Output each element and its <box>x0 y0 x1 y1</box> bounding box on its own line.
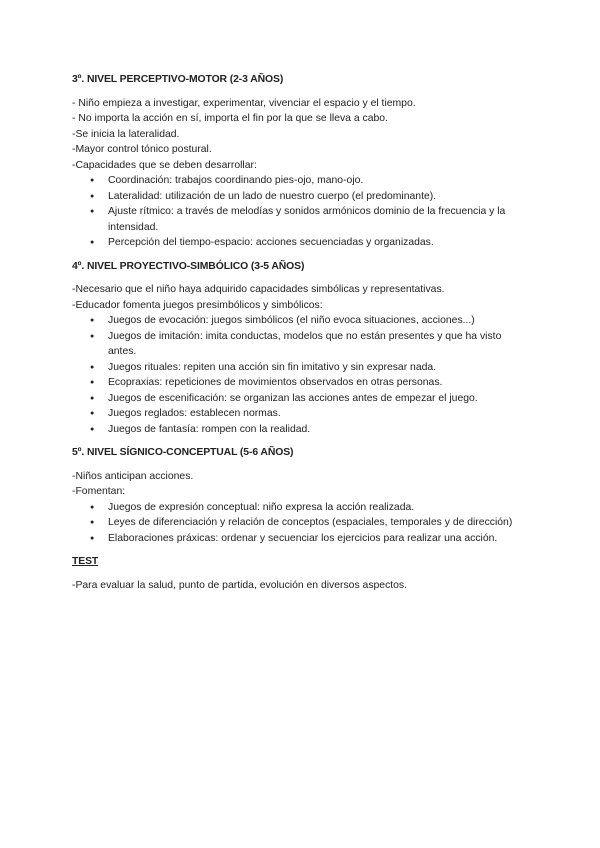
list-item: ● Juegos de evocación: juegos simbólicos (el niño evoca situaciones, acciones...) <box>72 313 528 329</box>
list-item: ● Juegos de escenificación: se organizan las acciones antes de empezar el juego. <box>72 391 528 407</box>
list-item: ● Coordinación: trabajos coordinando pies-ojo, mano-ojo. <box>72 173 528 189</box>
text-line: -Educador fomenta juegos presimbólicos y simbólicos: <box>72 299 323 311</box>
text-line: -Fomentan: <box>72 486 126 497</box>
list-item: ● Ajuste rítmico: a través de melodías y sonidos armónicos dominio de la frecuencia y la intensidad. <box>72 204 528 235</box>
list-item: ● Leyes de diferenciación y relación de conceptos (espaciales, temporales y de dirección) <box>72 515 528 531</box>
bullet-list <box>72 313 528 437</box>
section-proyectivo-simbolico <box>72 259 528 275</box>
test-title: TEST <box>72 556 99 567</box>
text-line: -Niños anticipan acciones. <box>72 470 194 482</box>
bullet-list <box>72 500 528 547</box>
text-line: -Se inicia la lateralidad. <box>72 128 180 140</box>
list-item: ● Percepción del tiempo-espacio: acciones secuenciadas y organizadas. <box>72 235 528 251</box>
document-content <box>72 72 528 593</box>
section-title: 4º. NIVEL PROYECTIVO-SIMBÓLICO (3-5 AÑOS) <box>72 260 305 272</box>
section-title: 5º. NIVEL SÍGNICO-CONCEPTUAL (5-6 AÑOS) <box>72 447 294 458</box>
text-line: - No importa la acción en sí, importa el fin por la que se lleva a cabo. <box>72 113 388 124</box>
text-line: -Necesario que el niño haya adquirido capacidades simbólicas y representativas. <box>72 284 445 295</box>
section-perceptivo-motor <box>72 72 528 88</box>
list-item: ● Juegos de fantasía: rompen con la realidad. <box>72 422 528 438</box>
list-item: ● Ecopraxias: repeticiones de movimientos observados en otras personas. <box>72 375 528 391</box>
list-item: ● Juegos de expresión conceptual: niño expresa la acción realizada. <box>72 500 528 516</box>
bullet-list <box>72 173 528 251</box>
text-line: -Mayor control tónico postural. <box>72 144 212 155</box>
section-title: 3º. NIVEL PERCEPTIVO-MOTOR (2-3 AÑOS) <box>72 74 284 85</box>
list-item: ● Elaboraciones práxicas: ordenar y secuenciar los ejercicios para realizar una acción. <box>72 531 528 547</box>
text-line: -Para evaluar la salud, punto de partida, evolución en diversos aspectos. <box>72 579 408 591</box>
list-item: ● Juegos reglados: establecen normas. <box>72 406 528 422</box>
list-item: ● Juegos de imitación: imita conductas, modelos que no están presentes y que ha visto antes. <box>72 329 528 360</box>
text-line: -Capacidades que se deben desarrollar: <box>72 159 257 171</box>
section-signico-conceptual <box>72 445 528 461</box>
section-test <box>72 554 528 570</box>
text-line: - Niño empieza a investigar, experimentar, vivenciar el espacio y el tiempo. <box>72 97 416 109</box>
list-item: ● Juegos rituales: repiten una acción sin fin imitativo y sin expresar nada. <box>72 360 528 376</box>
list-item: ● Lateralidad: utilización de un lado de nuestro cuerpo (el predominante). <box>72 189 528 205</box>
